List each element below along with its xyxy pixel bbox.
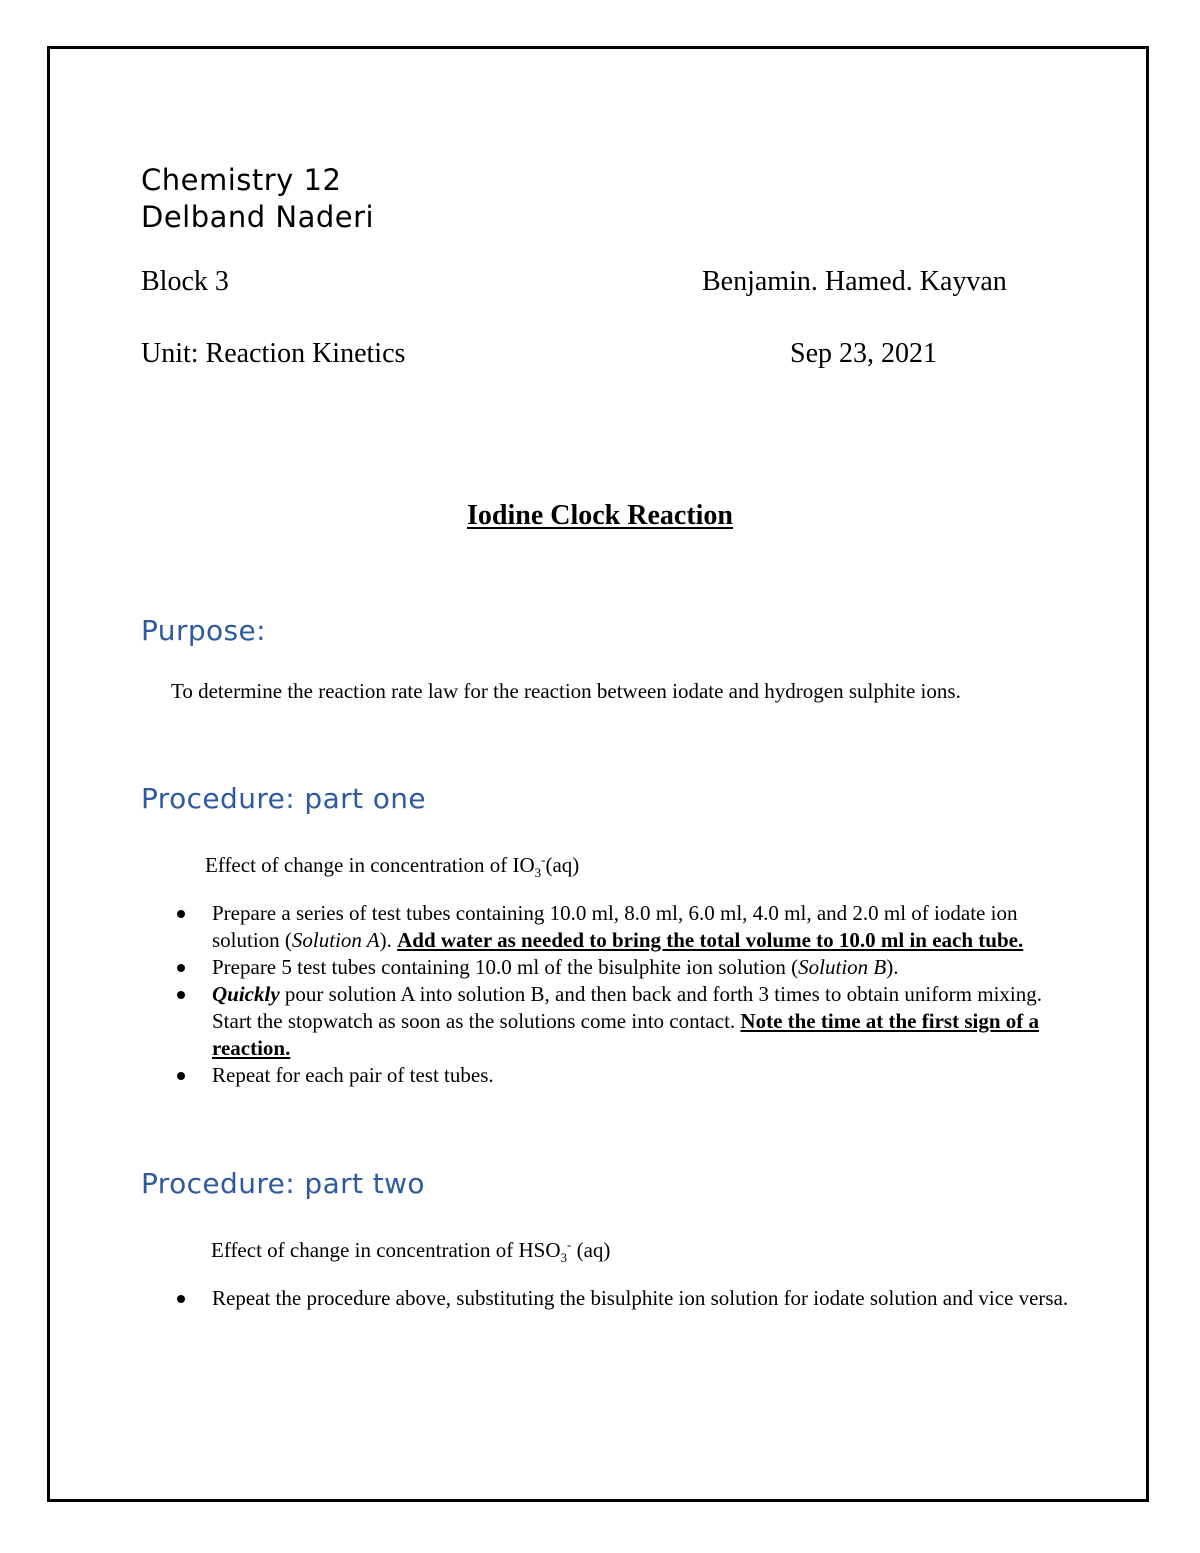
part-one-heading: Procedure: part one — [141, 782, 427, 815]
student-name: Delband Naderi — [141, 200, 375, 234]
bullet-icon — [177, 910, 185, 918]
part-two-subtitle — [211, 1231, 610, 1271]
list-item: Repeat for each pair of test tubes. — [174, 1062, 1074, 1089]
part-two-heading: Procedure: part two — [141, 1167, 425, 1200]
part-one-subscript: 3 — [534, 865, 542, 881]
list-item: Repeat the procedure above, substituting the bisulphite ion solution for iodate solution and vice versa. — [174, 1285, 1074, 1312]
list-item: Prepare a series of test tubes containing 10.0 ml, 8.0 ml, 6.0 ml, 4.0 ml, and 2.0 ml of iodate ion solution (Solution A). Add water as needed to bring the total volume to 10.0 ml in each tube. — [174, 900, 1074, 954]
part-one-subtitle — [205, 846, 579, 886]
partner-names: Benjamin. Hamed. Kayvan — [702, 266, 1007, 297]
bullet-icon — [177, 991, 185, 999]
part-two-subtitle-text: Effect of change in concentration of HSO — [211, 1238, 561, 1262]
list-item: Prepare 5 test tubes containing 10.0 ml of the bisulphite ion solution (Solution B). — [174, 954, 1074, 981]
purpose-text: To determine the reaction rate law for the reaction between iodate and hydrogen sulphite ions. — [171, 679, 961, 703]
part-two-subscript: 3 — [560, 1250, 567, 1266]
report-date: Sep 23, 2021 — [790, 338, 937, 369]
part-one-steps — [174, 900, 1074, 1089]
list-item: Quickly pour solution A into solution B, and then back and forth 3 times to obtain uniform mixing. Start the stopwatch as soon as the solutions come into contact. Note the time at the first sign of a reaction. — [174, 981, 1074, 1062]
part-two-superscript: - — [566, 1237, 572, 1252]
part-one-subtitle-text: Effect of change in concentration of IO — [205, 853, 535, 877]
document-title: Iodine Clock Reaction — [467, 500, 733, 531]
block-label: Block 3 — [141, 266, 229, 297]
part-one-subtitle-suffix: (aq) — [545, 853, 580, 877]
part-two-subtitle-suffix: (aq) — [571, 1238, 611, 1262]
unit-label: Unit: Reaction Kinetics — [141, 338, 406, 369]
bullet-icon — [177, 964, 185, 972]
course-name: Chemistry 12 — [141, 163, 342, 197]
purpose-heading: Purpose: — [141, 614, 267, 647]
bullet-icon — [177, 1295, 185, 1303]
bullet-icon — [177, 1072, 185, 1080]
part-two-steps — [174, 1285, 1074, 1312]
part-one-superscript: - — [541, 852, 546, 867]
page-border — [47, 46, 1149, 1502]
